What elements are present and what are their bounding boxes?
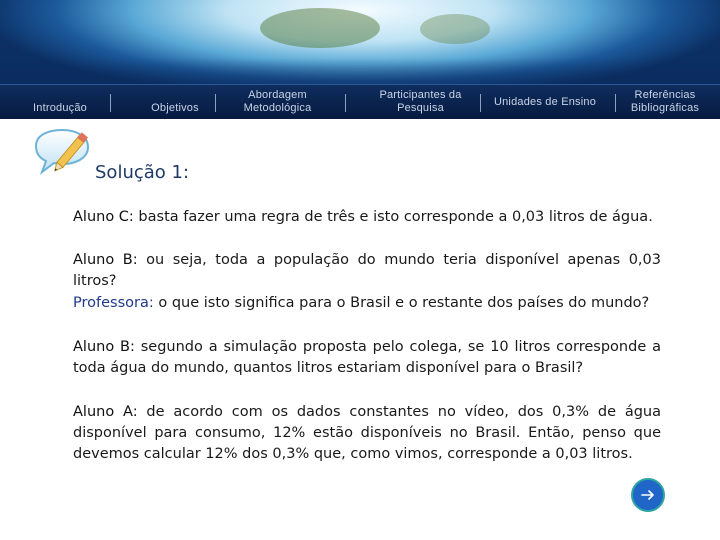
nav-item-abordagem[interactable] xyxy=(230,85,325,119)
nav-separator xyxy=(480,94,481,112)
arrow-right-icon xyxy=(639,486,657,504)
next-slide-button[interactable] xyxy=(631,478,665,512)
nav-item-label: Abordagem Metodológica xyxy=(243,89,312,114)
speaker-label: Aluno A: xyxy=(73,404,138,420)
nav-item-introducao[interactable] xyxy=(20,85,100,119)
nav-item-referencias[interactable] xyxy=(620,85,710,119)
nav-separator xyxy=(345,94,346,112)
header-banner xyxy=(0,0,720,84)
nav-item-objetivos[interactable] xyxy=(135,85,215,119)
speaker-label: Aluno B: xyxy=(73,339,135,355)
dialogue-text: o que isto significa para o Brasil e o restante dos países do mundo? xyxy=(153,295,650,311)
speaker-label: Professora: xyxy=(73,295,154,311)
dialogue-text: segundo a simulação proposta pelo colega, se 10 litros corresponde a toda água do mundo, quantos litros estariam disponível para o Brasil? xyxy=(73,339,661,376)
nav-item-label: Participantes da Pesquisa xyxy=(379,89,462,114)
banner-globe-land xyxy=(420,14,490,44)
dialogue-text: ou seja, toda a população do mundo teria disponível apenas 0,03 litros? xyxy=(73,252,661,289)
nav-separator xyxy=(215,94,216,112)
dialogue-line xyxy=(73,293,661,314)
dialogue-line xyxy=(73,402,661,465)
top-navigation xyxy=(0,84,720,119)
nav-item-label: Unidades de Ensino xyxy=(493,95,597,108)
nav-item-label: Introdução xyxy=(33,101,87,114)
nav-item-label: Objetivos xyxy=(151,101,199,114)
nav-item-label: Referências Bibliográficas xyxy=(630,89,700,114)
nav-item-unidades[interactable] xyxy=(485,85,605,119)
speech-bubble-pencil-icon xyxy=(30,126,100,184)
dialogue-line xyxy=(73,250,661,292)
banner-shade xyxy=(0,58,720,84)
dialogue-text: de acordo com os dados constantes no vídeo, dos 0,3% de água disponível para consumo, 12% estão disponíveis no Brasil. Então, penso que devemos calcular 12% dos 0,3% que, como vimos, corresponde a 0,03 litros. xyxy=(73,404,661,462)
nav-item-participantes[interactable] xyxy=(368,85,473,119)
dialogue-line xyxy=(73,337,661,379)
dialogue-text: basta fazer uma regra de três e isto corresponde a 0,03 litros de água. xyxy=(133,209,653,225)
speaker-label: Aluno C: xyxy=(73,209,134,225)
nav-separator xyxy=(110,94,111,112)
slide-title: Solução 1: xyxy=(95,162,190,183)
speaker-label: Aluno B: xyxy=(73,252,138,268)
dialogue-line xyxy=(73,207,661,228)
banner-globe-land xyxy=(260,8,380,48)
nav-separator xyxy=(615,94,616,112)
